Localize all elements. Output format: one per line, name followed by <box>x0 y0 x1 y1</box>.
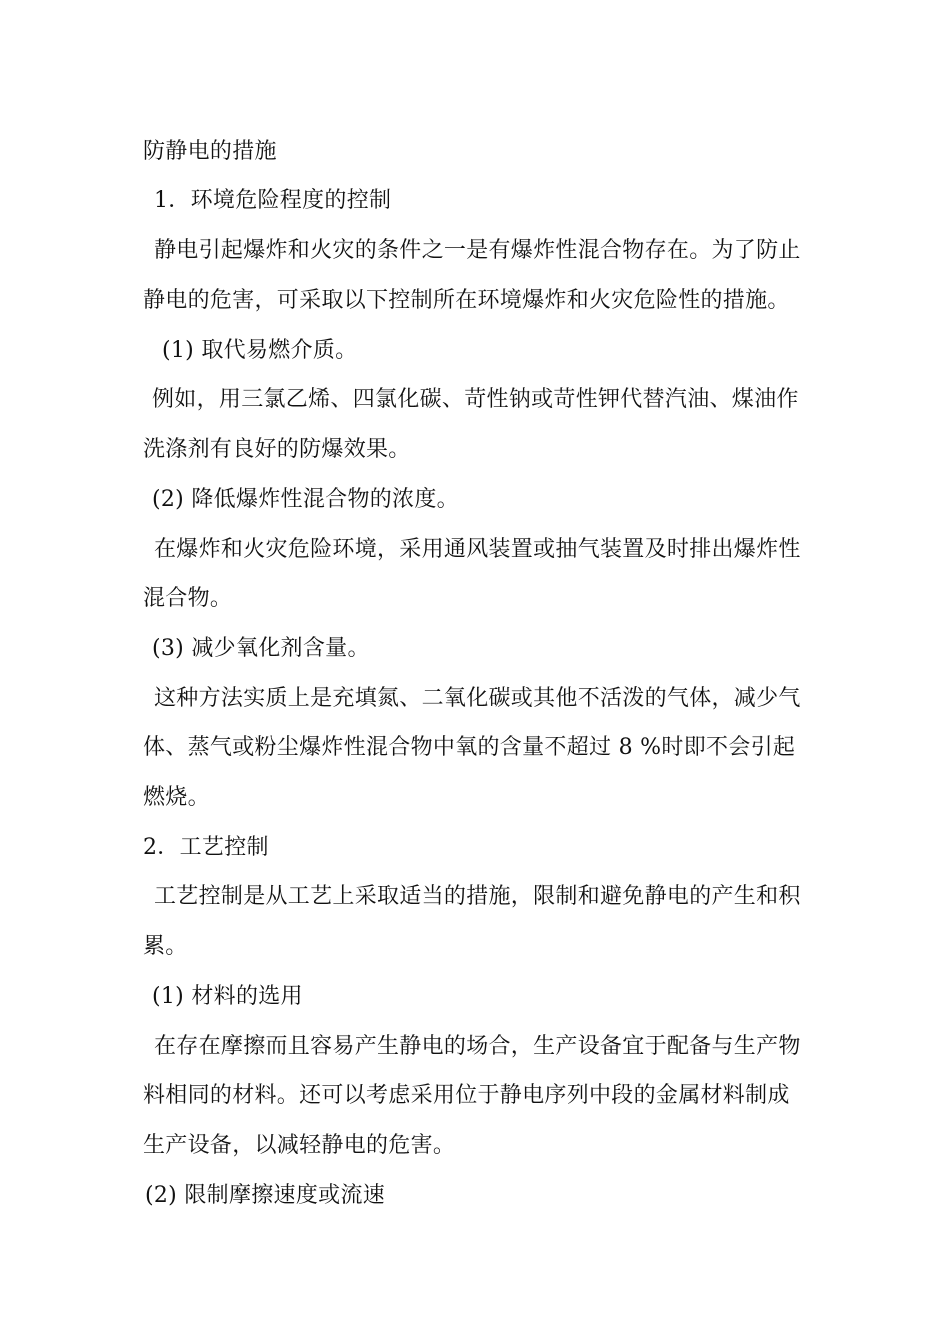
paragraph-line: 洗涤剂有良好的防爆效果。 <box>143 437 411 462</box>
paragraph-line: 混合物。 <box>143 586 233 611</box>
section-heading-2: 2．工艺控制 <box>143 835 269 860</box>
paragraph-line: 这种方法实质上是充填氮、二氧化碳或其他不活泼的气体，减少气 <box>154 686 801 711</box>
paragraph-line: 生产设备，以减轻静电的危害。 <box>143 1133 456 1158</box>
document-title: 防静电的措施 <box>143 139 277 164</box>
paragraph-line: 燃烧。 <box>143 785 210 810</box>
subheading-1-2: (2) 降低爆炸性混合物的浓度。 <box>152 487 459 512</box>
paragraph-line: 静电引起爆炸和火灾的条件之一是有爆炸性混合物存在。为了防止 <box>154 238 801 263</box>
paragraph-line: 工艺控制是从工艺上采取适当的措施，限制和避免静电的产生和积 <box>154 884 801 909</box>
subheading-1-3: (3) 减少氧化剂含量。 <box>152 636 370 661</box>
section-heading-1: 1．环境危险程度的控制 <box>154 188 392 213</box>
paragraph-line: 静电的危害，可采取以下控制所在环境爆炸和火灾危险性的措施。 <box>143 288 790 313</box>
subheading-1-1: (1) 取代易燃介质。 <box>162 338 358 363</box>
paragraph-line: 在爆炸和火灾危险环境，采用通风装置或抽气装置及时排出爆炸性 <box>154 537 801 562</box>
paragraph-line: 料相同的材料。还可以考虑采用位于静电序列中段的金属材料制成 <box>143 1083 790 1108</box>
paragraph-line: 在存在摩擦而且容易产生静电的场合，生产设备宜于配备与生产物 <box>154 1034 801 1059</box>
paragraph-line: 体、蒸气或粉尘爆炸性混合物中氧的含量不超过 8 %时即不会引起 <box>143 735 796 760</box>
subheading-2-2: (2) 限制摩擦速度或流速 <box>145 1183 386 1208</box>
paragraph-line: 累。 <box>143 934 188 959</box>
paragraph-line: 例如，用三氯乙烯、四氯化碳、苛性钠或苛性钾代替汽油、煤油作 <box>152 387 799 412</box>
subheading-2-1: (1) 材料的选用 <box>152 984 303 1009</box>
